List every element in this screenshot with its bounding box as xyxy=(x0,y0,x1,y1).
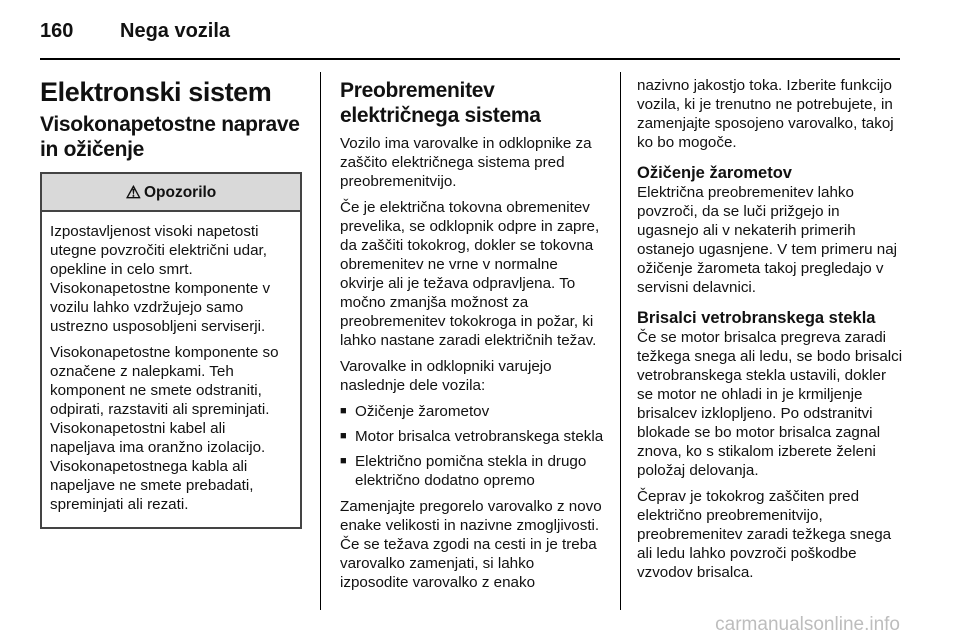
paragraph: Vozilo ima varovalke in odklopnike za zaščito električnega sistema pred preobremenitvijo. xyxy=(340,135,592,190)
subheading: Brisalci vetrobranskega stekla xyxy=(637,309,876,327)
warning-paragraph: Visokonapetostne komponente so označene z nalepkami. Teh komponent ne smete odstraniti, odpirati, razstaviti ali spreminjati. Visokonapetostni kabel ali napeljava ima oranžno izolacijo. Visokonapetostnega kabla ali napeljave ne smete prebadati, spreminjati ali rezati. xyxy=(50,344,279,513)
page-header xyxy=(40,20,230,43)
warning-paragraph: Izpostavljenost visoki napetosti utegne povzročiti električni udar, opekline in celo smrt. Visokonapetostne komponente v vozilu lahko vzdržujejo samo ustrezno usposobljeni serviserji. xyxy=(50,223,271,335)
page-number: 160 xyxy=(40,20,74,42)
list-item: ■ Ožičenje žarometov xyxy=(340,402,604,421)
column-2 xyxy=(340,70,604,599)
paragraph: nazivno jakostjo toka. Izberite funkcijo vozila, ki je trenutno ne potrebujete, in zamenjajte sposojeno varovalko, takoj ko bo mogoče. xyxy=(637,77,894,151)
list-item: ■ Električno pomična stekla in drugo električno dodatno opremo xyxy=(340,452,604,490)
subsection-title: Visokonapetostne naprave in ožičenje xyxy=(40,113,300,161)
paragraph: Čeprav je tokokrog zaščiten pred električno preobremenitvijo, preobremenitev zaradi težkega snega ali ledu lahko povzroči poškodbe vzvodov brisalca. xyxy=(637,488,892,581)
bullet-list xyxy=(340,402,604,490)
paragraph: Če je električna tokovna obremenitev prevelika, se odklopnik odpre in zapre, da zaščiti tokokrog, dokler se tokovna obremenitev ne vrne v normalne okvirje ali je težava odpravljena. To močno zmanjša možnost za preobremenitev tokokroga in požar, ki lahko nastane zaradi električnih težav. xyxy=(340,199,600,349)
section-title: Elektronski sistem xyxy=(40,77,272,107)
column-1 xyxy=(40,70,302,529)
watermark: carmanualsonline.info xyxy=(715,614,900,635)
column-divider xyxy=(320,72,321,610)
paragraph: Varovalke in odklopniki varujejo naslednje dele vozila: xyxy=(340,358,552,394)
warning-body xyxy=(42,212,300,527)
paragraph: Zamenjajte pregorelo varovalko z novo enake velikosti in nazivne zmogljivosti. Če se težava zgodi na cesti in je treba varovalko zamenjati, si lahko izposodite varovalko z enako xyxy=(340,498,602,591)
running-title: Nega vozila xyxy=(120,20,231,42)
paragraph: Če se motor brisalca pregreva zaradi težkega snega ali ledu, se bodo brisalci vetrobranskega stekla ustavili, dokler se motor ne ohladi in je krmiljenje brisalcev izklopljeno. Po odstranitvi blokade se bo motor brisalca zagnal znova, ko s stikalom izberete želeni položaj delovanja. xyxy=(637,329,903,479)
header-rule xyxy=(40,58,900,60)
warning-label: Opozorilo xyxy=(143,183,217,201)
list-item: ■ Motor brisalca vetrobranskega stekla xyxy=(340,427,604,446)
section-title: Preobremenitev električnega sistema xyxy=(340,79,541,127)
subheading: Ožičenje žarometov xyxy=(637,164,792,182)
warning-header xyxy=(42,174,300,212)
warning-box xyxy=(40,172,302,529)
warning-icon: ⚠ xyxy=(125,182,141,202)
paragraph: Električna preobremenitev lahko povzroči, da se luči prižgejo in ugasnejo ali v nekaterih primerih ostanejo ugasnjene. V tem primeru naj ožičenje žarometa takoj pregledajo v servisni delavnici. xyxy=(637,184,898,296)
column-divider xyxy=(620,72,621,610)
column-3 xyxy=(637,76,903,589)
